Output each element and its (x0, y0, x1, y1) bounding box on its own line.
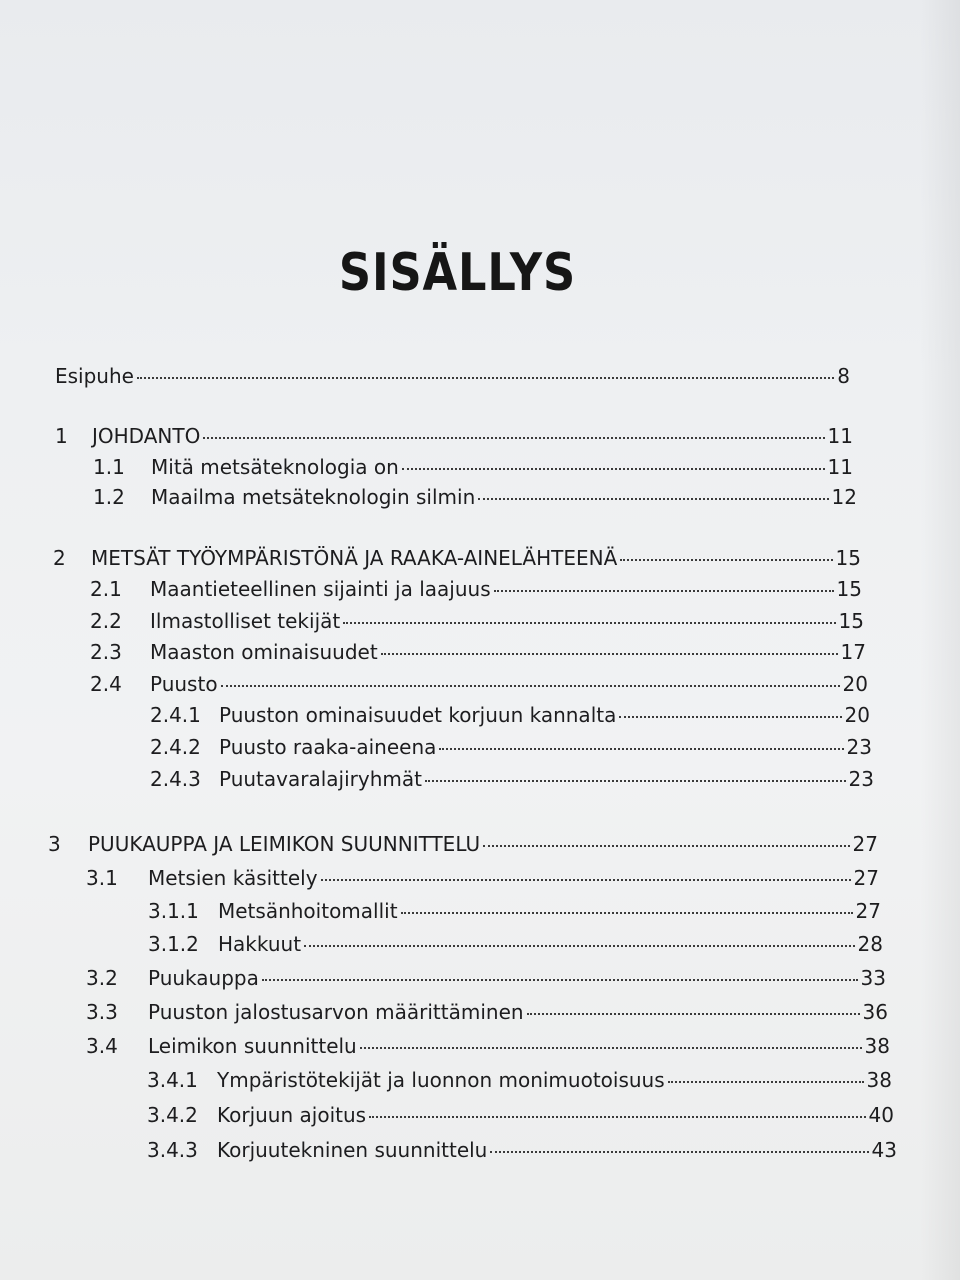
toc-entry-label: Ilmastolliset tekijät (150, 609, 341, 633)
toc-entry-label: Puukauppa (148, 966, 259, 990)
toc-entry-label: Maantieteellinen sijainti ja laajuus (150, 577, 491, 601)
toc-entry-label: Puuston ominaisuudet korjuun kannalta (219, 703, 617, 727)
toc-leader-dots (221, 685, 840, 687)
toc-leader-dots (203, 437, 824, 439)
toc-entry-number: 3.1.2 (148, 932, 199, 956)
toc-entry-number: 1 (55, 424, 68, 448)
toc-entry-label: JOHDANTO (92, 424, 201, 448)
toc-entry-page: 17 (840, 640, 866, 664)
toc-entry-number: 2.3 (90, 640, 122, 664)
toc-entry (148, 897, 881, 925)
toc-leader-dots (262, 979, 858, 981)
toc-entry-label: Korjuutekninen suunnittelu (217, 1138, 488, 1162)
toc-entry (86, 1032, 890, 1060)
toc-entry-page: 27 (852, 832, 878, 856)
toc-entry-page: 11 (827, 424, 853, 448)
toc-entry-page: 33 (860, 966, 886, 990)
toc-entry-page: 23 (848, 767, 874, 791)
toc-entry (86, 864, 879, 892)
toc-entry-number: 1.2 (93, 485, 125, 509)
toc-entry (93, 453, 853, 481)
toc-entry (53, 544, 861, 572)
toc-entry-label: Hakkuut (218, 932, 302, 956)
toc-entry (147, 1066, 892, 1094)
toc-entry-label: Puusto (150, 672, 218, 696)
toc-entry-number: 3.4.1 (147, 1068, 198, 1092)
toc-entry-number: 2 (53, 546, 66, 570)
toc-entry-page: 38 (866, 1068, 892, 1092)
toc-entry (90, 607, 864, 635)
toc-leader-dots (343, 622, 835, 624)
toc-entry (86, 998, 888, 1026)
page-title: SISÄLLYS (338, 242, 577, 303)
toc-leader-dots (425, 780, 846, 782)
toc-leader-dots (620, 559, 832, 561)
toc-entry-page: 27 (855, 899, 881, 923)
toc-entry (93, 483, 857, 511)
toc-entry-label: Puutavaralajiryhmät (219, 767, 422, 791)
toc-entry (148, 930, 883, 958)
toc-entry-page: 27 (853, 866, 879, 890)
toc-leader-dots (401, 912, 853, 914)
toc-entry (150, 733, 872, 761)
toc-leader-dots (360, 1047, 862, 1049)
toc-leader-dots (527, 1013, 860, 1015)
toc-entry-page: 43 (871, 1138, 897, 1162)
toc-leader-dots (490, 1151, 868, 1153)
toc-entry-page: 15 (838, 609, 864, 633)
toc-entry-number: 3.1 (86, 866, 118, 890)
toc-leader-dots (439, 748, 843, 750)
toc-entry-label: Puusto raaka-aineena (219, 735, 437, 759)
toc-leader-dots (304, 945, 855, 947)
toc-entry-page: 28 (857, 932, 883, 956)
toc-entry (55, 422, 853, 450)
toc-entry-page: 40 (868, 1103, 894, 1127)
toc-entry-page: 15 (835, 546, 861, 570)
toc-entry-number: 3 (48, 832, 61, 856)
toc-leader-dots (478, 498, 828, 500)
toc-leader-dots (619, 716, 841, 718)
toc-entry-label: PUUKAUPPA JA LEIMIKON SUUNNITTELU (88, 832, 481, 856)
toc-entry-label: Korjuun ajoitus (217, 1103, 367, 1127)
toc-leader-dots (494, 590, 834, 592)
toc-entry-number: 3.4.3 (147, 1138, 198, 1162)
toc-entry-number: 2.1 (90, 577, 122, 601)
toc-entry-label: Puuston jalostusarvon määrittäminen (148, 1000, 524, 1024)
toc-entry (147, 1101, 894, 1129)
toc-entry-page: 36 (862, 1000, 888, 1024)
toc-entry-page: 11 (827, 455, 853, 479)
toc-entry-number: 2.4.2 (150, 735, 201, 759)
toc-entry-number: 1.1 (93, 455, 125, 479)
toc-entry-number: 2.4.1 (150, 703, 201, 727)
toc-entry-number: 2.2 (90, 609, 122, 633)
toc-entry-label: Maaston ominaisuudet (150, 640, 378, 664)
toc-entry-page: 12 (831, 485, 857, 509)
toc-entry (147, 1136, 897, 1164)
toc-entry-number: 2.4.3 (150, 767, 201, 791)
toc-entry-label: METSÄT TYÖYMPÄRISTÖNÄ JA RAAKA-AINELÄHTEENÄ (91, 546, 618, 570)
toc-entry (90, 575, 862, 603)
toc-leader-dots (369, 1116, 865, 1118)
toc-entry-number: 3.3 (86, 1000, 118, 1024)
toc-leader-dots (668, 1081, 864, 1083)
toc-entry-label: Maailma metsäteknologin silmin (151, 485, 476, 509)
toc-entry-label: Esipuhe (55, 364, 134, 388)
toc-leader-dots (137, 377, 834, 379)
toc-entry (150, 765, 874, 793)
toc-entry-label: Mitä metsäteknologia on (151, 455, 399, 479)
toc-entry-number: 2.4 (90, 672, 122, 696)
toc-entry-page: 20 (842, 672, 868, 696)
toc-entry (55, 362, 850, 390)
toc-entry-number: 3.2 (86, 966, 118, 990)
toc-entry-number: 3.1.1 (148, 899, 199, 923)
toc-entry-number: 3.4 (86, 1034, 118, 1058)
toc-leader-dots (402, 468, 825, 470)
toc-entry-label: Metsänhoitomallit (218, 899, 398, 923)
toc-entry-page: 23 (846, 735, 872, 759)
toc-entry (90, 638, 866, 666)
toc-leader-dots (381, 653, 838, 655)
toc-entry (90, 670, 868, 698)
toc-entry-page: 20 (844, 703, 870, 727)
toc-entry-number: 3.4.2 (147, 1103, 198, 1127)
toc-entry (86, 964, 886, 992)
toc-entry-label: Ympäristötekijät ja luonnon monimuotoisuus (217, 1068, 665, 1092)
toc-entry-page: 8 (837, 364, 850, 388)
toc-entry-page: 15 (836, 577, 862, 601)
toc-entry (48, 830, 878, 858)
toc-leader-dots (483, 845, 849, 847)
toc-leader-dots (321, 879, 851, 881)
toc-entry-page: 38 (864, 1034, 890, 1058)
toc-entry-label: Metsien käsittely (148, 866, 318, 890)
toc-entry (150, 701, 870, 729)
toc-entry-label: Leimikon suunnittelu (148, 1034, 357, 1058)
